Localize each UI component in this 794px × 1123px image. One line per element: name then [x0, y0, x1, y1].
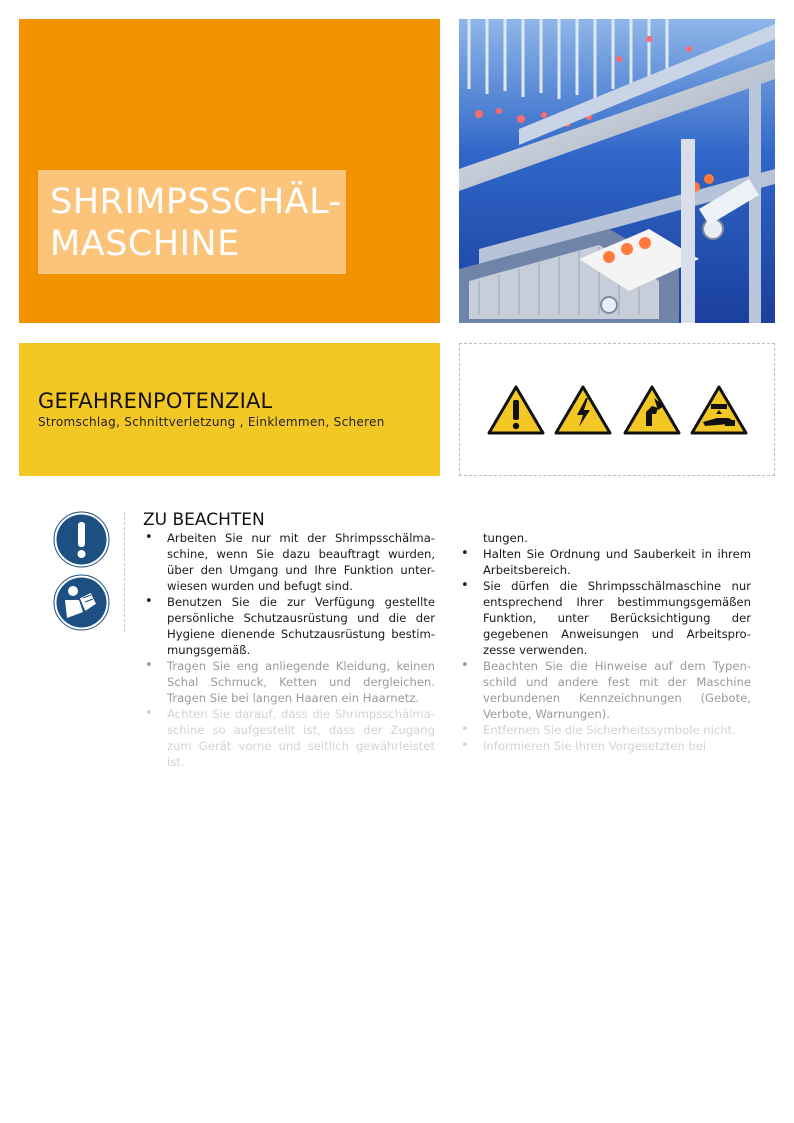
list-item: tungen.	[483, 531, 528, 545]
hazard-panel	[19, 343, 440, 476]
divider-line	[124, 512, 125, 632]
list-item: • Halten Sie Ordnung und Sauberkeit in ihrem Arbeitsbereich.	[459, 546, 751, 578]
list-item: • Beachten Sie die Hinweise auf dem Typen- schild und andere fest mit der Maschine verbundenen Kennzeichnungen (Gebote, Verbote, Warnungen).	[459, 658, 751, 722]
title-box	[38, 170, 346, 274]
list-item: • Informieren Sie Ihren Vorgesetzten bei	[459, 738, 751, 754]
list-item: • Benutzen Sie die zur Verfügung gestellte persönliche Schutzausrüstung und die der Hygiene dienende Schutzausrüstung bestim- mungsgemäß.	[143, 594, 435, 658]
title-panel	[19, 19, 440, 323]
hazard-heading: GEFAHRENPOTENZIAL	[38, 389, 273, 413]
crushing-hand-warning-icon	[689, 384, 749, 436]
title-line-2: MASCHINE	[50, 224, 240, 264]
mandatory-action-icon	[53, 511, 110, 568]
notes-column-right	[459, 530, 751, 752]
machine-illustration	[459, 19, 775, 323]
machine-photo	[459, 19, 775, 323]
electric-shock-warning-icon	[553, 384, 613, 436]
read-manual-icon	[53, 574, 110, 631]
list-item: • Sie dürfen die Shrimpsschälmaschine nur entsprechend Ihrer bestimmungsgemäßen Funktion, unter Berücksichtigung der gegebenen Anweisungen und Arbeitspro- zesse verwenden.	[459, 578, 751, 658]
hazard-description: Stromschlag, Schnittverletzung , Einklemmen, Scheren	[38, 415, 385, 429]
list-item: • Tragen Sie eng anliegende Kleidung, keinen Schal Schmuck, Ketten und dergleichen. Tragen Sie bei langen Haaren ein Haarnetz.	[143, 658, 435, 706]
list-item: • Achten Sie darauf, dass die Shrimpsschälma- schine so aufgestellt ist, dass der Zugang zum Gerät vorne und seitlich gewährleistet ist.	[143, 706, 435, 770]
cut-injury-warning-icon	[622, 384, 682, 436]
notes-column-left	[143, 530, 435, 769]
title-line-1: SHRIMPSSCHÄL-	[50, 182, 342, 222]
list-item: • Entfernen Sie die Sicherheitssymbole nicht.	[459, 722, 751, 738]
notes-heading: ZU BEACHTEN	[143, 510, 265, 530]
general-warning-icon	[486, 384, 546, 436]
list-item: • Arbeiten Sie nur mit der Shrimpsschälma- schine, wenn Sie dazu beauftragt wurden, über den Umgang und Ihre Funktion unter- wiesen wurden und befugt sind.	[143, 530, 435, 594]
warning-signs-panel	[459, 343, 775, 476]
